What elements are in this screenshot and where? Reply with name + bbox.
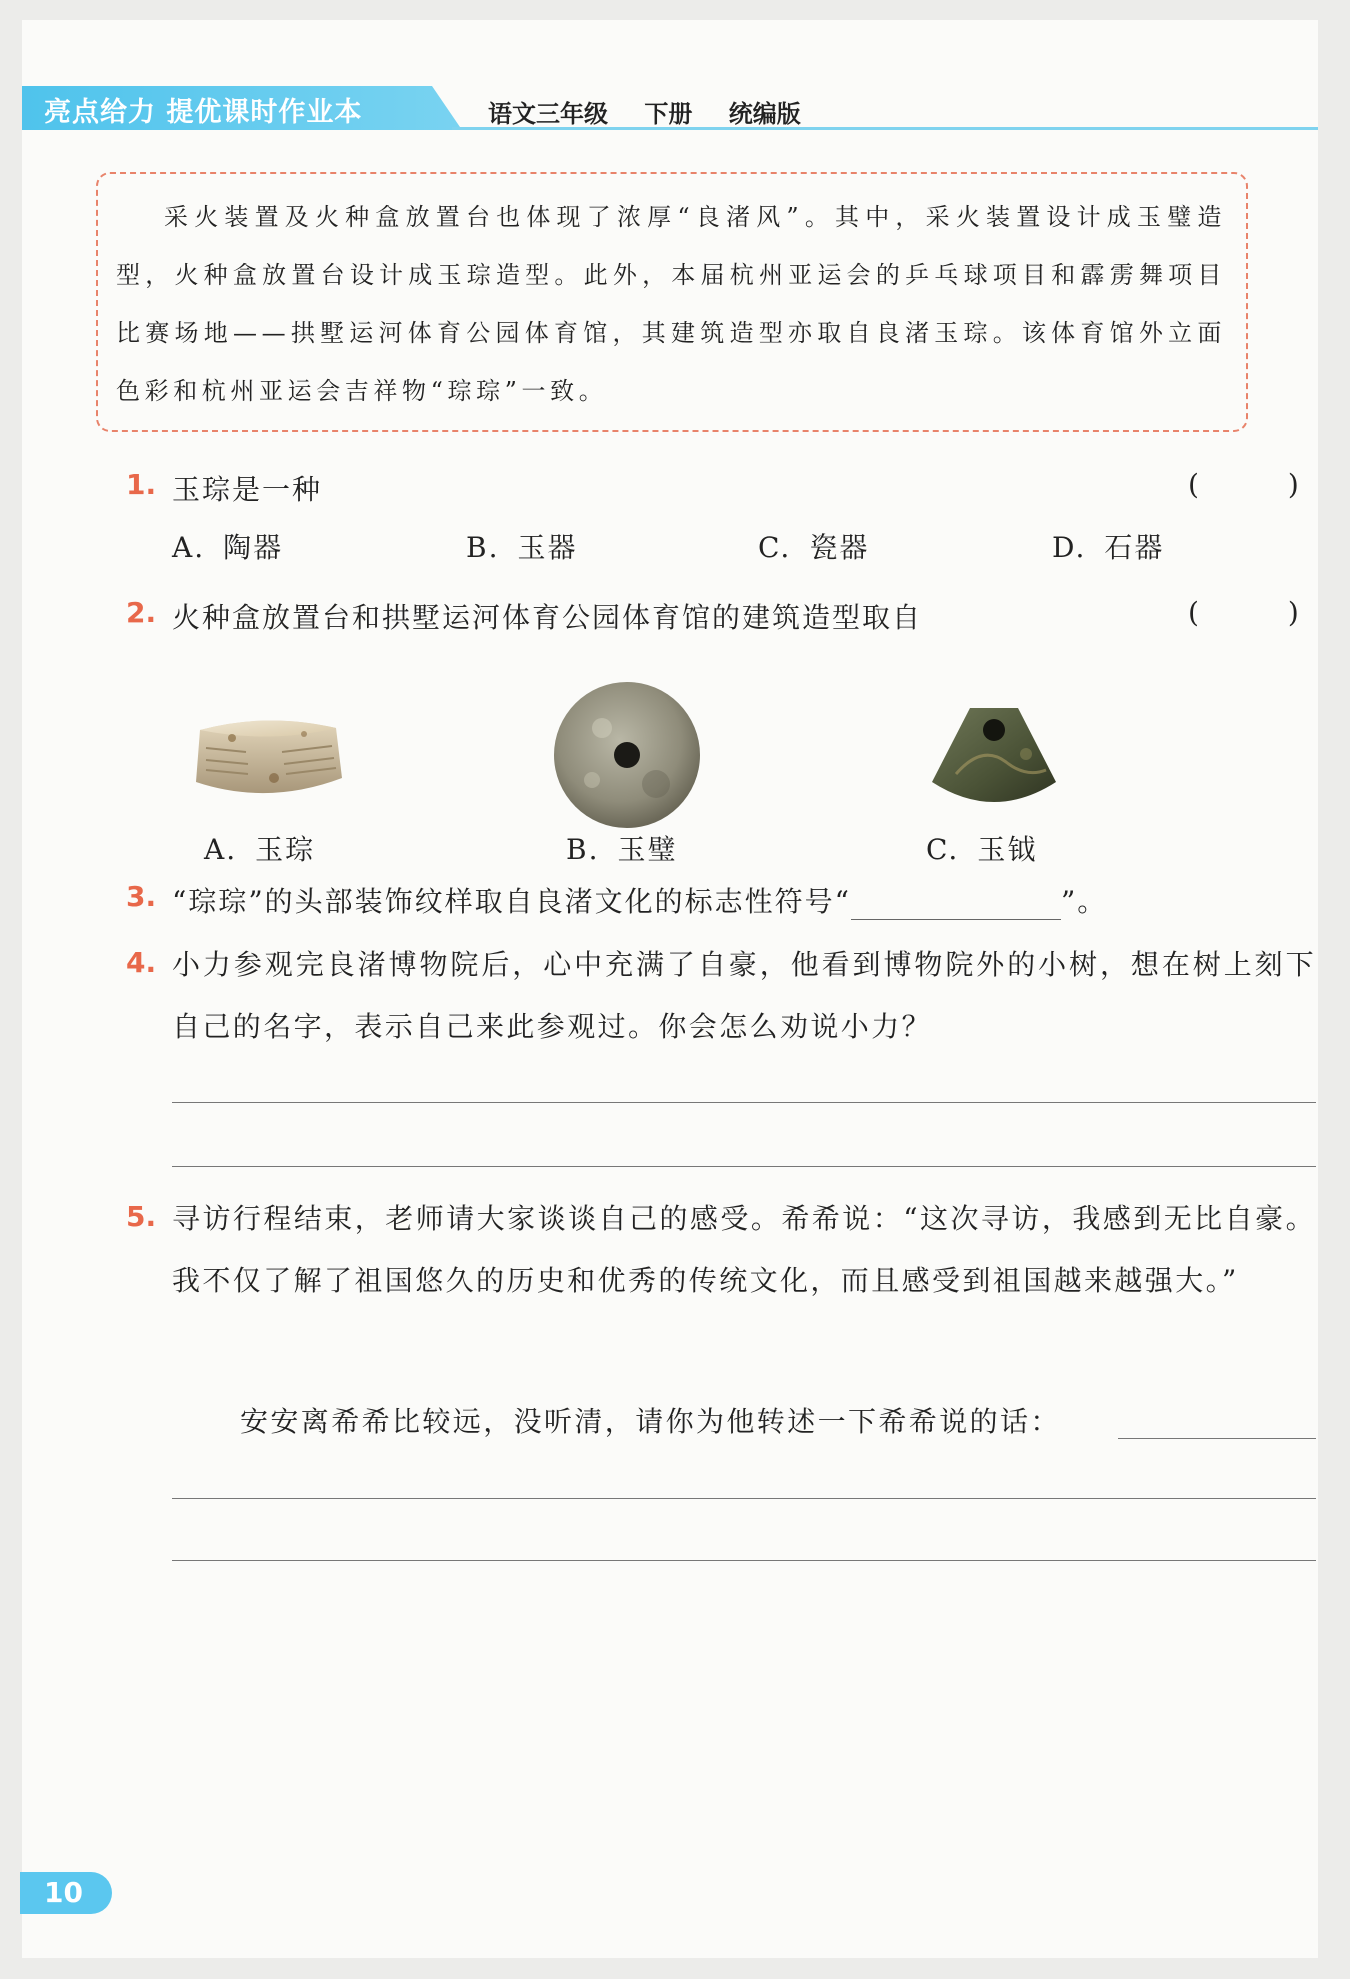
option-text: 石器 <box>1104 531 1165 564</box>
workbook-page <box>22 20 1339 1958</box>
option-letter: D. <box>1052 531 1087 564</box>
q2-text: 火种盒放置台和拱墅运河体育公园体育馆的建筑造型取自 <box>172 601 923 634</box>
q1-number: 1. <box>126 468 157 501</box>
q4-text: 小力参观完良渚博物院后，心中充满了自豪，他看到博物院外的小树，想在树上刻下自己的名字，表示自己来此参观过。你会怎么劝说小力？ <box>172 948 1316 1043</box>
q5-answer-line-2[interactable] <box>172 1560 1316 1561</box>
q4-number: 4. <box>126 946 157 979</box>
q5-prompt: 安安离希希比较远，没听清，请你为他转述一下希希说的话： <box>240 1405 1061 1438</box>
q4-answer-line-1[interactable] <box>172 1102 1316 1103</box>
q1-option-d[interactable] <box>1052 526 1164 566</box>
q3-number: 3. <box>126 880 157 913</box>
option-text: 玉璧 <box>617 833 678 866</box>
option-letter: A. <box>172 531 206 564</box>
q2-option-a[interactable] <box>204 828 315 868</box>
q5-answer-line-1[interactable] <box>172 1498 1316 1499</box>
q5-text: 寻访行程结束，老师请大家谈谈自己的感受。希希说：“这次寻访，我感到无比自豪。我不仅了解了祖国悠久的历史和优秀的传统文化，而且感受到祖国越来越强大。” <box>172 1202 1316 1297</box>
q3-line <box>172 880 1107 920</box>
jade-bi-image <box>552 680 702 830</box>
volume-label: 下册 <box>644 100 693 128</box>
option-text: 玉琮 <box>255 833 316 866</box>
q2-answer-paren[interactable]: ( ) <box>1188 596 1339 629</box>
option-text: 陶器 <box>223 531 284 564</box>
option-letter: B. <box>566 833 600 866</box>
reading-passage: 采火装置及火种盒放置台也体现了浓厚“良渚风”。其中，采火装置设计成玉璧造型，火种盒放置台设计成玉琮造型。此外，本届杭州亚运会的乒乓球项目和霹雳舞项目比赛场地——拱墅运河体育公园体育馆，其建筑造型亦取自良渚玉琮。该体育馆外立面色彩和杭州亚运会吉祥物“琮琮”一致。 <box>116 203 1226 405</box>
q2-number: 2. <box>126 596 157 629</box>
option-letter: C. <box>758 531 792 564</box>
page-header <box>22 86 1318 130</box>
q1-text: 玉琮是一种 <box>172 473 323 506</box>
subject-label: 语文三年级 <box>488 100 608 128</box>
q1-option-c[interactable] <box>758 526 869 566</box>
option-letter: B. <box>466 531 500 564</box>
page-number: 10 <box>44 1876 83 1909</box>
edition-label: 统编版 <box>728 100 801 128</box>
q5-number: 5. <box>126 1200 157 1233</box>
option-letter: C. <box>926 833 960 866</box>
option-text: 玉器 <box>517 531 578 564</box>
q3-answer-blank[interactable] <box>851 889 1061 920</box>
brand-title: 亮点给力 提优课时作业本 <box>44 97 363 128</box>
q3-text-before: “琮琮”的头部装饰纹样取自良渚文化的标志性符号“ <box>172 885 851 918</box>
q2-option-b[interactable] <box>566 828 678 868</box>
jade-cong-image <box>186 708 348 816</box>
q4-answer-line-2[interactable] <box>172 1166 1316 1167</box>
q3-text-after: ”。 <box>1060 885 1108 918</box>
reading-passage-box <box>96 172 1248 432</box>
q1-option-b[interactable] <box>466 526 578 566</box>
q1-option-a[interactable] <box>172 526 283 566</box>
q5-answer-line-inline[interactable] <box>1118 1438 1316 1439</box>
book-info <box>488 94 829 129</box>
page-number-badge <box>20 1872 112 1914</box>
option-text: 玉钺 <box>977 833 1038 866</box>
jade-yue-image <box>926 704 1062 816</box>
option-letter: A. <box>204 833 238 866</box>
q2-option-c[interactable] <box>926 828 1037 868</box>
option-text: 瓷器 <box>809 531 870 564</box>
q1-answer-paren[interactable]: ( ) <box>1188 468 1339 501</box>
